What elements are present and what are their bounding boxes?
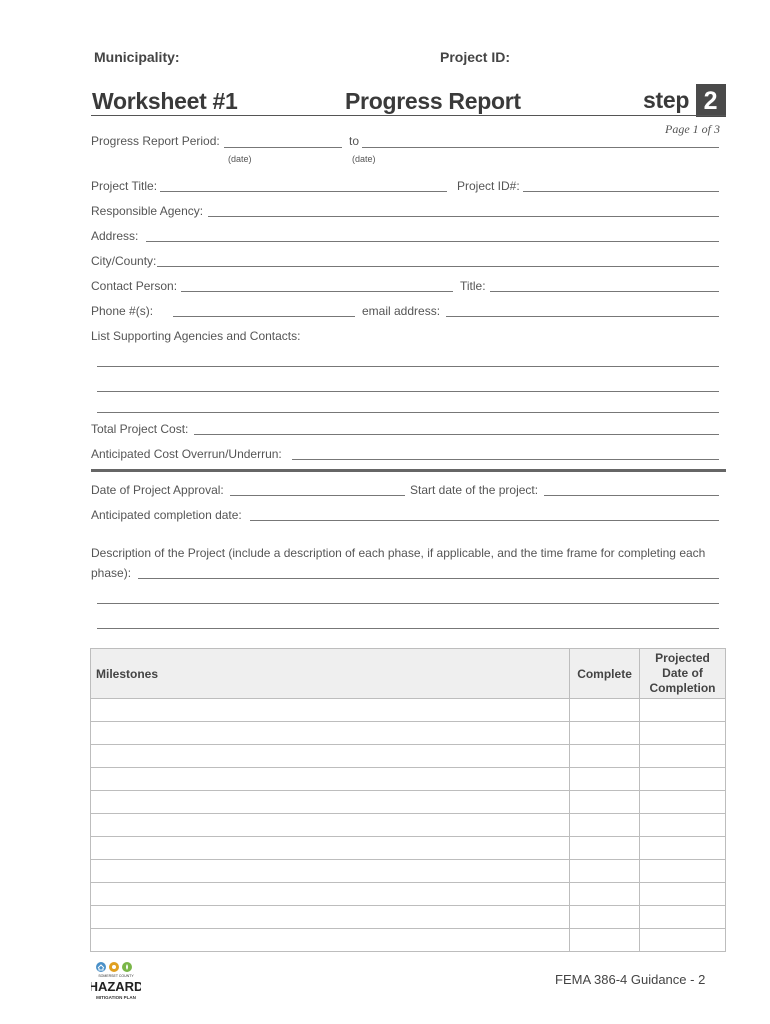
email-field[interactable]	[446, 316, 719, 317]
footer-guidance: FEMA 386-4 Guidance - 2	[555, 972, 706, 987]
project-id-label: Project ID:	[440, 49, 511, 65]
responsible-agency-field[interactable]	[208, 216, 719, 217]
project-id-num-label: Project ID#:	[457, 179, 520, 193]
milestone-cell[interactable]	[91, 745, 570, 768]
city-county-label: City/County:	[91, 254, 157, 268]
date-hint-start: (date)	[228, 154, 252, 164]
supporting-line-3[interactable]	[97, 412, 719, 413]
date-hint-end: (date)	[352, 154, 376, 164]
milestones-table	[90, 648, 726, 952]
milestone-cell[interactable]	[91, 699, 570, 722]
milestone-cell[interactable]	[91, 814, 570, 837]
worksheet-title: Worksheet #1	[92, 88, 238, 114]
projected-date-cell[interactable]	[640, 837, 726, 860]
project-title-field[interactable]	[160, 191, 447, 192]
table-row	[91, 883, 726, 906]
description-label-line2: phase):	[91, 566, 132, 580]
page-indicator: Page 1 of 3	[665, 122, 720, 136]
projected-date-cell[interactable]	[640, 860, 726, 883]
step-indicator	[643, 84, 726, 117]
section-divider	[91, 469, 726, 472]
projected-date-cell[interactable]	[640, 791, 726, 814]
contact-person-label: Contact Person:	[91, 279, 178, 293]
supporting-line-2[interactable]	[97, 391, 719, 392]
complete-header: Complete	[570, 649, 640, 699]
projected-date-cell[interactable]	[640, 906, 726, 929]
milestone-cell[interactable]	[91, 791, 570, 814]
projected-date-header	[640, 649, 726, 699]
description-line-3[interactable]	[97, 628, 719, 629]
period-to-label: to	[349, 134, 360, 148]
start-date-label: Start date of the project:	[410, 483, 539, 497]
period-start-field[interactable]	[224, 147, 342, 148]
milestones-header: Milestones	[91, 649, 570, 699]
complete-cell[interactable]	[570, 837, 640, 860]
approval-date-field[interactable]	[230, 495, 405, 496]
contact-title-label: Title:	[460, 279, 486, 293]
project-id-num-field[interactable]	[523, 191, 719, 192]
approval-date-label: Date of Project Approval:	[91, 483, 224, 497]
step-number: 2	[696, 84, 726, 117]
municipality-label: Municipality:	[94, 49, 180, 65]
table-row	[91, 722, 726, 745]
overrun-field[interactable]	[292, 459, 719, 460]
description-line-1[interactable]	[138, 578, 719, 579]
start-date-field[interactable]	[544, 495, 719, 496]
table-row	[91, 791, 726, 814]
complete-cell[interactable]	[570, 814, 640, 837]
phone-label: Phone #(s):	[91, 304, 154, 318]
logo-plan-text: MITIGATION PLAN	[96, 995, 136, 1000]
complete-cell[interactable]	[570, 929, 640, 952]
complete-cell[interactable]	[570, 768, 640, 791]
projected-date-cell[interactable]	[640, 929, 726, 952]
milestone-cell[interactable]	[91, 883, 570, 906]
projected-date-cell[interactable]	[640, 768, 726, 791]
total-cost-label: Total Project Cost:	[91, 422, 189, 436]
period-end-field[interactable]	[362, 147, 719, 148]
city-county-field[interactable]	[157, 266, 719, 267]
table-row	[91, 906, 726, 929]
title-rule	[91, 115, 726, 116]
milestone-cell[interactable]	[91, 722, 570, 745]
description-label-line1: Description of the Project (include a description of each phase, if applicable, and the time frame for completing each	[91, 546, 706, 560]
complete-cell[interactable]	[570, 860, 640, 883]
supporting-line-1[interactable]	[97, 366, 719, 367]
total-cost-field[interactable]	[194, 434, 719, 435]
complete-cell[interactable]	[570, 745, 640, 768]
projected-header-line-1: Projected	[655, 651, 710, 665]
contact-title-field[interactable]	[490, 291, 719, 292]
complete-cell[interactable]	[570, 791, 640, 814]
supporting-agencies-label: List Supporting Agencies and Contacts:	[91, 329, 301, 343]
period-label: Progress Report Period:	[91, 134, 220, 148]
report-title: Progress Report	[345, 88, 521, 114]
milestone-cell[interactable]	[91, 837, 570, 860]
logo-county-text: SOMERSET COUNTY	[98, 974, 134, 978]
table-row	[91, 768, 726, 791]
complete-cell[interactable]	[570, 722, 640, 745]
table-row	[91, 860, 726, 883]
responsible-agency-label: Responsible Agency:	[91, 204, 204, 218]
hazard-mitigation-logo	[91, 961, 141, 1003]
phone-field[interactable]	[173, 316, 355, 317]
complete-cell[interactable]	[570, 699, 640, 722]
projected-header-line-3: Completion	[649, 681, 716, 695]
table-row	[91, 699, 726, 722]
milestone-cell[interactable]	[91, 929, 570, 952]
milestone-cell[interactable]	[91, 906, 570, 929]
complete-cell[interactable]	[570, 906, 640, 929]
projected-date-cell[interactable]	[640, 699, 726, 722]
logo-hazard-text: HAZARD	[91, 979, 141, 994]
contact-person-field[interactable]	[181, 291, 453, 292]
address-label: Address:	[91, 229, 139, 243]
completion-date-label: Anticipated completion date:	[91, 508, 242, 522]
projected-date-cell[interactable]	[640, 883, 726, 906]
completion-date-field[interactable]	[250, 520, 719, 521]
milestones-body	[91, 699, 726, 952]
project-title-label: Project Title:	[91, 179, 158, 193]
logo-graphic	[91, 961, 141, 1003]
table-row	[91, 745, 726, 768]
table-row	[91, 837, 726, 860]
address-field[interactable]	[146, 241, 719, 242]
overrun-label: Anticipated Cost Overrun/Underrun:	[91, 447, 282, 461]
milestone-cell[interactable]	[91, 860, 570, 883]
description-line-2[interactable]	[97, 603, 719, 604]
complete-cell[interactable]	[570, 883, 640, 906]
projected-date-cell[interactable]	[640, 722, 726, 745]
step-word: step	[643, 87, 690, 113]
projected-date-cell[interactable]	[640, 814, 726, 837]
milestone-cell[interactable]	[91, 768, 570, 791]
email-label: email address:	[362, 304, 441, 318]
table-row	[91, 814, 726, 837]
table-row	[91, 929, 726, 952]
projected-header-line-2: Date of	[662, 666, 703, 680]
projected-date-cell[interactable]	[640, 745, 726, 768]
